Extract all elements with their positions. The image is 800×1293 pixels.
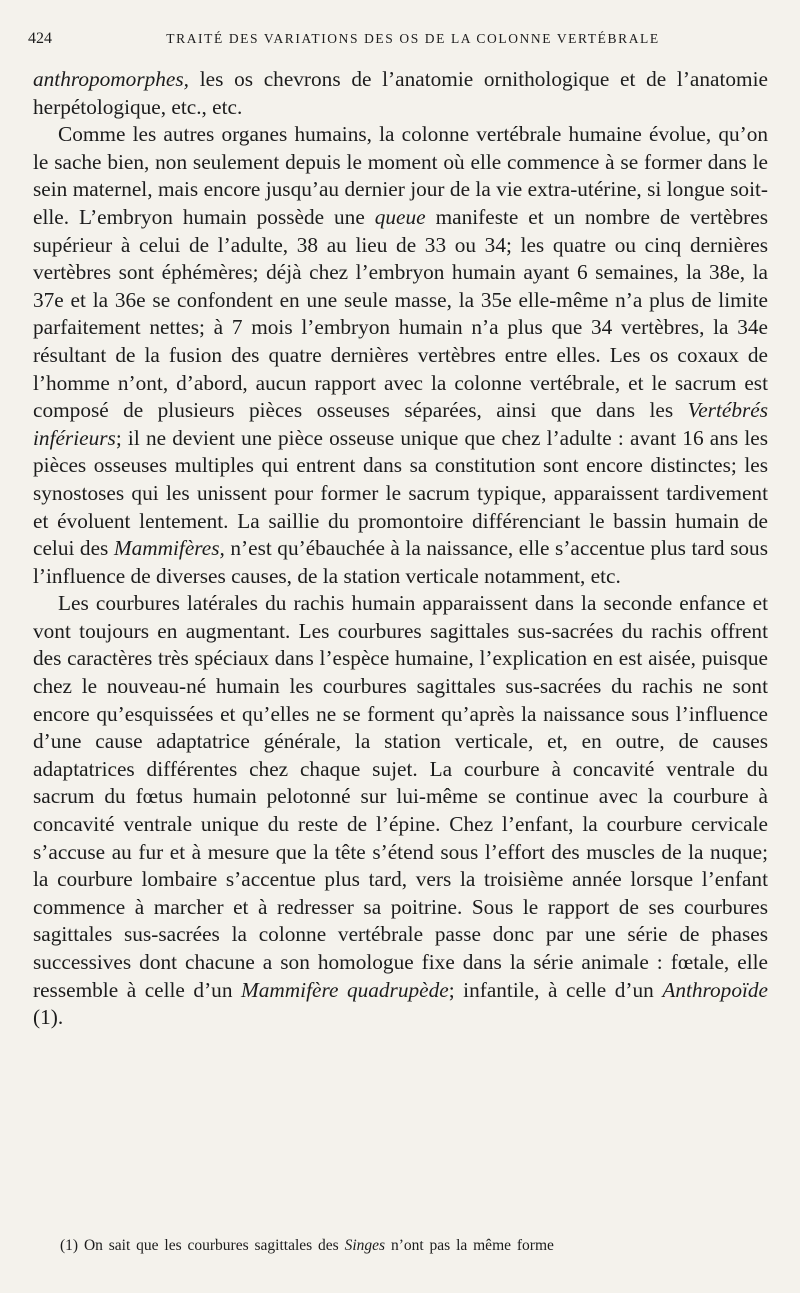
- text-segment: (1).: [33, 1005, 64, 1030]
- footnote: [60, 1236, 780, 1256]
- paragraph-2: [33, 121, 768, 590]
- text-segment: queue: [374, 204, 426, 229]
- text-segment: Mammifères,: [113, 536, 225, 561]
- page-number: 424: [28, 30, 52, 47]
- text-segment: manifeste et un nombre de vertèbres supérieur à celui de l’adulte, 38 au lieu de 33 ou 34; les quatre ou cinq dernières vertèbres sont éphémères; déjà chez l’embryon humain ayant 6 semaines, la 38e, la 37e et la 36e se confondent en une seule masse, la 35e elle-même n’a plus de limite parfaitement nettes; à 7 mois l’embryon humain n’a plus que 34 vertèbres, la 34e résultant de la fusion des quatre dernières vertèbres entre elles. Les os coxaux de l’homme n’ont, d’abord, aucun rapport avec la colonne vertébrale, et le sacrum est composé de plusieurs pièces osseuses séparées, ainsi que dans les: [33, 204, 768, 423]
- text-segment: Mammifère quadrupède: [241, 977, 449, 1002]
- running-title: TRAITÉ DES VARIATIONS DES OS DE LA COLONNE VERTÉBRALE: [166, 31, 660, 46]
- body-text: [33, 66, 768, 1032]
- text-segment: Les courbures latérales du rachis humain apparaissent dans la seconde enfance et vont toujours en augmentant. Les courbures sagittales sus-sacrées du rachis offrent des caractères très spéciaux dans l’espèce humaine, l’explication en est aisée, puisque chez le nouveau-né humain les courbures sagittales sus-sacrées du rachis ne sont encore qu’esquissées et qu’elles ne se forment qu’après la naissance sous l’influence d’une cause adaptatrice générale, la station verticale, et, en outre, de causes adaptatrices différentes chez chaque sujet. La courbure à concavité ventrale du sacrum du fœtus humain pelotonné sur lui-même se continue avec la courbure à concavité ventrale unique du reste de l’épine. Chez l’enfant, la courbure cervicale s’accuse au fur et à mesure que la tête s’étend sous l’effort des muscles de la nuque; la courbure lombaire s’accentue plus tard, vers la troisième année lorsque l’enfant commence à marcher et à redresser sa poitrine. Sous le rapport de ses courbures sagittales sus-sacrées la colonne vertébrale passe donc par une série de phases successives dont chacune a son homologue fixe dans la série animale : fœtale, elle ressemble à celle d’un: [33, 591, 768, 1002]
- text-segment: Anthropoïde: [662, 977, 768, 1002]
- text-segment: n’est qu’ébauchée à la naissance, elle s’accentue plus tard sous l’influence de diverses causes, de la station verticale notamment, etc.: [33, 536, 768, 588]
- text-segment: Comme les autres organes humains, la colonne vertébrale humaine évolue, qu’on le sache bien, non seulement depuis le moment où elle commence à se former dans le sein maternel, mais encore jusqu’au dernier jour de la vie extra-utérine, si longue soit-elle. L’embryon humain possède une: [33, 122, 768, 229]
- text-segment: ; infantile, à celle d’un: [448, 977, 663, 1002]
- text-segment: les os chevrons de l’anatomie ornithologique et de l’anatomie herpétologique, etc., etc.: [33, 67, 768, 119]
- text-segment: anthropomorphes,: [33, 67, 189, 91]
- footnote-segment: (1) On sait que les courbures sagittales des: [60, 1237, 345, 1254]
- footnote-segment: Singes: [344, 1237, 386, 1254]
- text-segment: ; il ne devient une pièce osseuse unique que chez l’adulte : avant 16 ans les pièces osseuses multiples qui entrent dans sa constitution sont encore distinctes; les synostoses qui les unissent pour former le sacrum typique, apparaissent tardivement et évoluent lentement. La saillie du promontoire différenciant le bassin humain de celui des: [33, 425, 768, 561]
- paragraph-3: [33, 590, 768, 1032]
- running-head: [28, 30, 778, 56]
- paragraph-1: [33, 66, 768, 121]
- footnote-segment: n’ont pas la même forme: [385, 1237, 554, 1254]
- text-segment: Vertébrés inférieurs: [33, 398, 768, 450]
